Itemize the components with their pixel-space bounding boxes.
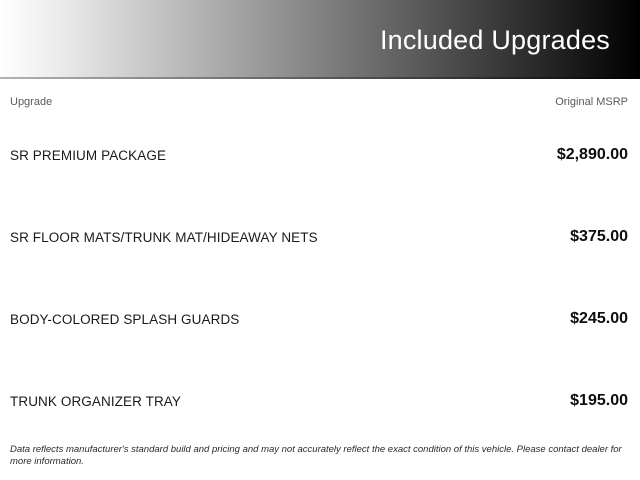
upgrade-price: $375.00 bbox=[570, 228, 628, 245]
upgrade-row bbox=[0, 114, 640, 196]
upgrades-list bbox=[0, 114, 640, 442]
upgrade-row bbox=[0, 360, 640, 442]
disclaimer-text: Data reflects manufacturer's standard build and pricing and may not accurately reflect the exact condition of this vehicle. Please contact dealer for more information. bbox=[10, 444, 622, 467]
upgrade-name: BODY-COLORED SPLASH GUARDS bbox=[10, 311, 240, 327]
upgrade-price: $2,890.00 bbox=[556, 146, 628, 163]
upgrade-row bbox=[0, 196, 640, 278]
page-title: Included Upgrades bbox=[379, 25, 610, 55]
upgrade-name: SR FLOOR MATS/TRUNK MAT/HIDEAWAY NETS bbox=[10, 229, 318, 245]
upgrade-name: SR PREMIUM PACKAGE bbox=[10, 147, 167, 163]
upgrade-price: $195.00 bbox=[570, 392, 628, 409]
column-header-msrp: Original MSRP bbox=[555, 96, 628, 108]
upgrade-name: TRUNK ORGANIZER TRAY bbox=[10, 393, 182, 409]
upgrade-price: $245.00 bbox=[570, 310, 628, 327]
column-header-row bbox=[0, 79, 640, 109]
column-header-upgrade: Upgrade bbox=[10, 96, 53, 108]
upgrade-row bbox=[0, 278, 640, 360]
header-banner bbox=[0, 0, 640, 79]
